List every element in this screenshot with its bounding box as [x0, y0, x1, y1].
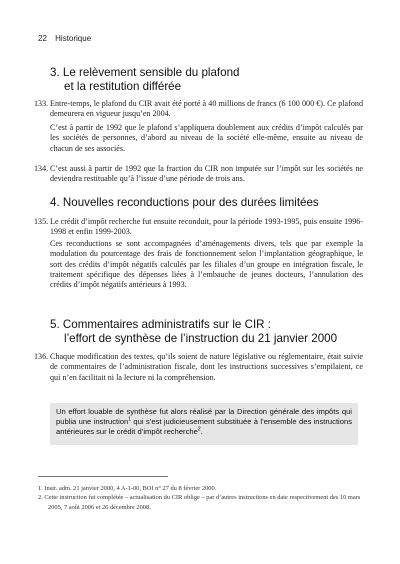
paragraph-134	[34, 164, 363, 185]
paragraph-text: C’est aussi à partir de 1992 que la fraction du CIR non imputée sur l’impôt sur les sociétés ne deviendra restituable qu’à l’issue d’une période de trois ans.	[50, 164, 363, 184]
section-4-heading: 4. Nouvelles reconductions pour des durées limitées	[50, 196, 319, 209]
paragraph-text: Le crédit d’impôt recherche fut ensuite reconduit, pour la période 1993-1995, puis ensuite 1996-1998 et enfin 1999-2003.	[50, 217, 363, 237]
section-5-heading-line2: l’effort de synthèse de l’instruction du 21 janvier 2000	[64, 332, 338, 345]
running-head-title: Historique	[55, 34, 92, 43]
highlight-text: Un effort louable de synthèse fut alors réalisé par la Direction générale des impôts qui publia une instruction	[56, 407, 352, 427]
paragraph-number: 135.	[34, 217, 49, 226]
paragraph-text: C’est à partir de 1992 que le plafond s’appliquera doublement aux crédits d’impôt calculés par les sociétés de personnes, d’abord au niveau de la société elle-même, ensuite au niveau de chacun de ses associés.	[50, 122, 363, 153]
running-head	[38, 34, 91, 43]
paragraph-text: Entre-temps, le plafond du CIR avait été porté à 40 millions de francs (6 100 000 €). Ce plafond demeurera en vigueur jusqu’en 2004.	[50, 99, 363, 119]
footnote-divider	[38, 476, 168, 477]
footnotes	[38, 484, 363, 512]
footnote-1: 1. Instr. adm. 21 janvier 2000, 4 A-1-00, BOI n° 27 du 8 février 2000.	[38, 485, 217, 492]
paragraph-text: Ces reconductions se sont accompagnées d’aménagements divers, tels que par exemple la modulation du pourcentage des frais de fonctionnement selon l’implantation géographique, le sort des crédits d’impôt négatifs calculés par les filiales d’un groupe en intégration fiscale, le traitement spécifique des dépenses liées à l’embauche de jeunes docteurs, l’annulation des crédits d’impôt négatifs antérieurs à 1993.	[50, 238, 363, 290]
section-3-heading-line1: 3. Le relèvement sensible du plafond	[50, 66, 240, 79]
paragraph-135	[34, 217, 363, 291]
paragraph-number: 136.	[34, 352, 49, 361]
section-3-heading-line2: et la restitution différée	[64, 80, 182, 93]
paragraph-text: Chaque modification des textes, qu’ils soient de nature législative ou réglementaire, était suivie de commentaires de l’administration fiscale, dont les instructions successives s’empilaient, ce qui n’en facilitait ni la lecture ni la compréhension.	[50, 352, 363, 382]
footnote-2: 2. Cette instruction fut complétée – actualisation du CIR oblige – par d’autres instructions en date respectivement des 10 mars 2005, 7 août 2006 et 26 décembre 2008.	[38, 494, 361, 511]
paragraph-number: 133.	[34, 99, 49, 108]
paragraph-number: 134.	[34, 164, 49, 173]
section-5-heading	[50, 318, 337, 346]
section-3-heading	[50, 66, 240, 94]
paragraph-133	[34, 99, 363, 154]
footnote-ref-2[interactable]: 2	[197, 426, 201, 433]
highlight-text: .	[200, 427, 203, 437]
paragraph-136	[34, 352, 363, 383]
footnote-ref-1[interactable]: 1	[128, 416, 132, 423]
section-5-heading-line1: 5. Commentaires administratifs sur le CIR :	[50, 318, 271, 331]
highlight-text: qui s’est judicieusement substituée à l’ensemble des instructions antérieures sur le crédit d’impôt recherche	[56, 417, 352, 437]
highlight-box	[50, 403, 358, 445]
page-number: 22	[38, 34, 47, 43]
